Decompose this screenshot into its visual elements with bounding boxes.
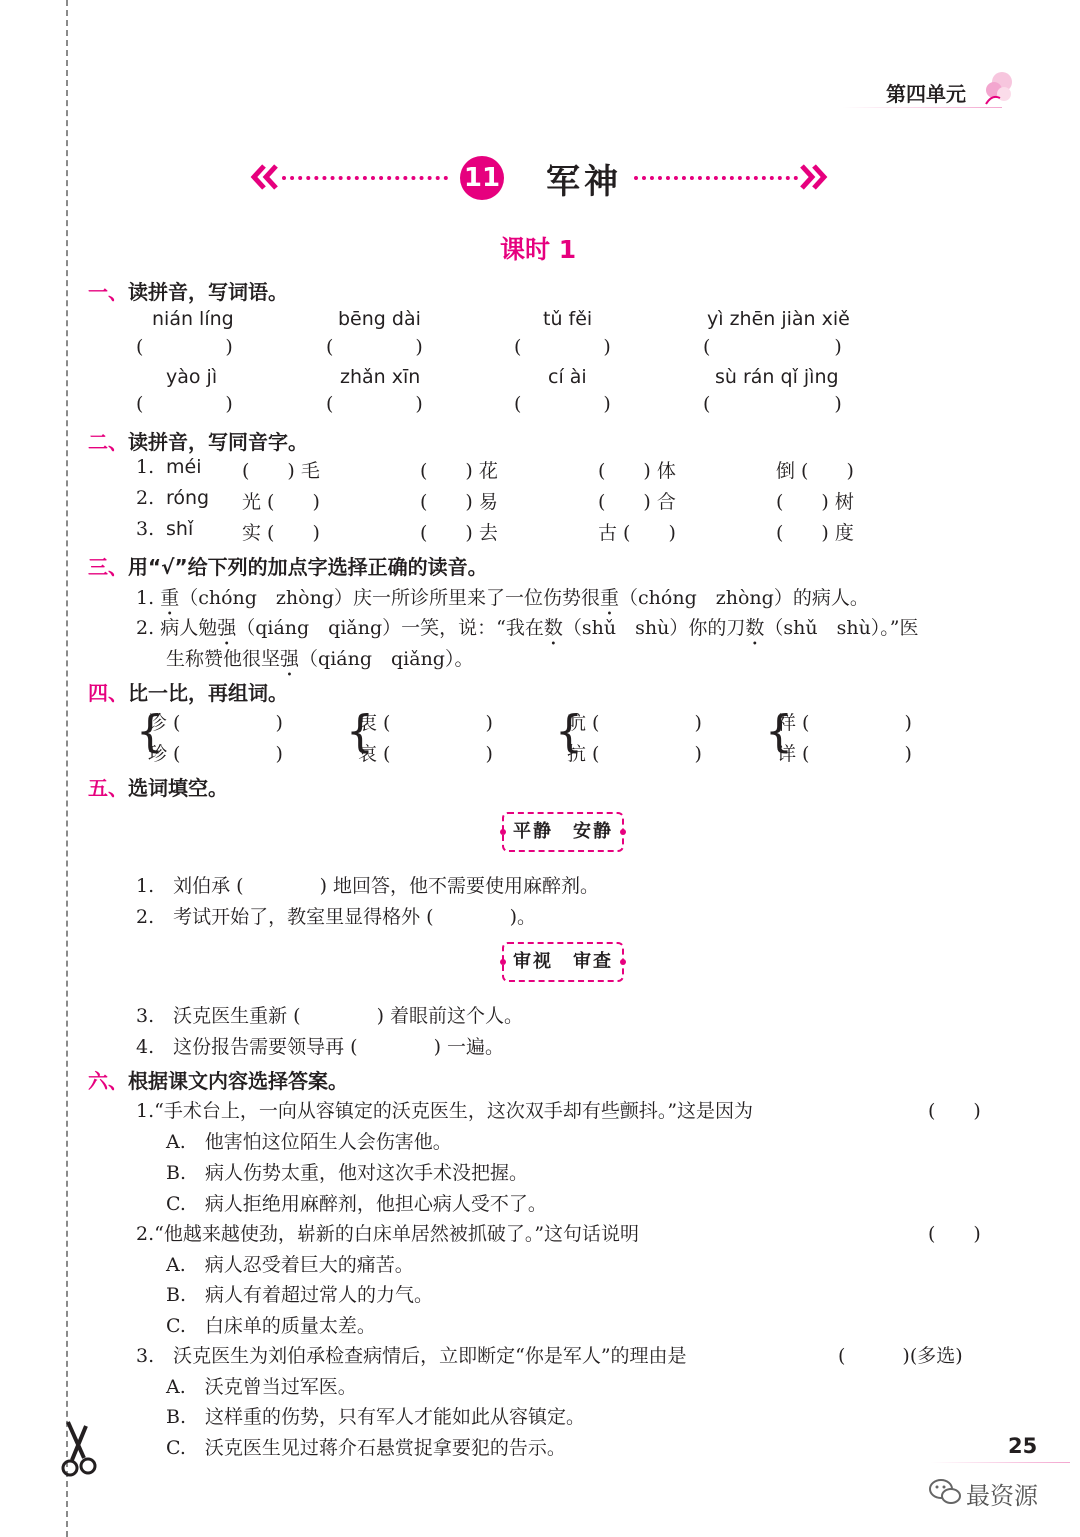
answer-blank[interactable]: ( ) xyxy=(136,336,233,358)
compare-word[interactable]: 详 ( ) xyxy=(777,743,912,765)
section-4-heading: 四、比一比，再组词。 xyxy=(88,681,288,705)
page-number: 25 xyxy=(1008,1434,1038,1458)
mc-option[interactable]: B. 病人伤势太重，他对这次手术没把握。 xyxy=(166,1162,529,1184)
fill-item[interactable]: ( ) 毛 xyxy=(242,460,320,482)
fill-item[interactable]: ( ) 易 xyxy=(420,491,498,513)
fill-question[interactable]: 2. 考试开始了，教室里显得格外 ( )。 xyxy=(136,906,536,928)
lesson-period: 课时 1 xyxy=(500,235,577,264)
mc-option[interactable]: A. 他害怕这位陌生人会伤害他。 xyxy=(166,1131,452,1153)
brace: { xyxy=(346,706,374,757)
mc-question: 3. 沃克医生为刘伯承检查病情后，立即断定“你是军人”的理由是 xyxy=(136,1345,687,1367)
header-underline xyxy=(842,107,1002,108)
fill-question[interactable]: 3. 沃克医生重新 ( ) 着眼前这个人。 xyxy=(136,1005,524,1027)
lesson-number-badge: 11 xyxy=(460,156,504,200)
answer-blank[interactable]: ( ) xyxy=(514,336,611,358)
pinyin: bēng dài xyxy=(338,308,421,330)
cut-line xyxy=(66,0,68,1537)
question-2-cont: 生称赞他很坚强（qiáng qiǎng）。 xyxy=(166,648,474,670)
mc-option[interactable]: C. 沃克医生见过蒋介石悬赏捉拿要犯的告示。 xyxy=(166,1437,566,1459)
answer-blank[interactable]: ( ) xyxy=(703,393,842,415)
question-2: 2. 病人勉强（qiáng qiǎng）一笑，说：“我在数（shǔ shù）你的刀数（shǔ shù）。”医 xyxy=(136,617,919,639)
wechat-icon xyxy=(928,1478,962,1506)
fill-item[interactable]: ( ) 去 xyxy=(420,522,498,544)
compare-word[interactable]: 诊 ( ) xyxy=(148,712,283,734)
answer-blank[interactable]: ( ) xyxy=(136,393,233,415)
answer-paren[interactable]: ( ) xyxy=(928,1223,981,1245)
pinyin: nián líng xyxy=(152,308,234,330)
unit-label: 第四单元 xyxy=(886,82,966,106)
compare-word[interactable]: 祥 ( ) xyxy=(777,712,912,734)
section-2-heading: 二、读拼音，写同音字。 xyxy=(88,430,308,454)
answer-blank[interactable]: ( ) xyxy=(326,393,423,415)
pinyin: yì zhēn jiàn xiě xyxy=(707,308,850,330)
lesson-title-row xyxy=(250,152,830,202)
question-1: 1. 重（chóng zhòng）庆一所诊所里来了一位伤势很重（chóng zhòng）的病人。 xyxy=(136,587,869,609)
answer-blank[interactable]: ( ) xyxy=(514,393,611,415)
row-number: 1. xyxy=(136,456,155,478)
pinyin: yào jì xyxy=(166,366,218,388)
mc-option[interactable]: C. 病人拒绝用麻醉剂，他担心病人受不了。 xyxy=(166,1193,547,1215)
footer-line xyxy=(930,1462,1070,1463)
answer-blank[interactable]: ( ) xyxy=(326,336,423,358)
fill-item[interactable]: 光 ( ) xyxy=(242,491,320,513)
answer-paren[interactable]: ( ) xyxy=(928,1100,981,1122)
compare-word[interactable]: 抗 ( ) xyxy=(567,743,702,765)
answer-blank[interactable]: ( ) xyxy=(703,336,842,358)
fill-item[interactable]: ( ) 度 xyxy=(776,522,854,544)
mc-option[interactable]: A. 病人忍受着巨大的痛苦。 xyxy=(166,1254,414,1276)
fill-item[interactable]: ( ) 花 xyxy=(420,460,498,482)
mc-question: 2.“他越来越使劲，崭新的白床单居然被抓破了。”这句话说明 xyxy=(136,1223,640,1245)
watermark: 最资源 xyxy=(966,1482,1038,1510)
fill-item[interactable]: ( ) 体 xyxy=(598,460,676,482)
title-dots-left xyxy=(282,176,448,180)
compare-word[interactable]: 哀 ( ) xyxy=(358,743,493,765)
scissors-icon xyxy=(58,1420,104,1480)
mc-option[interactable]: A. 沃克曾当过军医。 xyxy=(166,1376,357,1398)
section-5-heading: 五、选词填空。 xyxy=(88,776,228,800)
mc-option[interactable]: C. 白床单的质量太差。 xyxy=(166,1315,376,1337)
fill-item[interactable]: 古 ( ) xyxy=(598,522,676,544)
pinyin: tǔ fěi xyxy=(543,308,593,330)
row-number: 3. xyxy=(136,518,155,540)
fill-item[interactable]: ( ) 树 xyxy=(776,491,854,513)
row-number: 2. xyxy=(136,487,155,509)
fill-item[interactable]: ( ) 合 xyxy=(598,491,676,513)
chevron-left-icon xyxy=(250,162,280,192)
pinyin: sù rán qǐ jìng xyxy=(715,366,839,388)
mc-option[interactable]: B. 病人有着超过常人的力气。 xyxy=(166,1284,434,1306)
word-choice-box: 审视 审查 xyxy=(502,942,624,982)
fill-item[interactable]: 实 ( ) xyxy=(242,522,320,544)
pinyin: róng xyxy=(166,487,210,509)
pinyin: cí ài xyxy=(548,366,587,388)
title-dots-right xyxy=(634,176,798,180)
fill-question[interactable]: 1. 刘伯承 ( ) 地回答，他不需要使用麻醉剂。 xyxy=(136,875,600,897)
section-1-heading: 一、读拼音，写词语。 xyxy=(88,280,288,304)
fill-question[interactable]: 4. 这份报告需要领导再 ( ) 一遍。 xyxy=(136,1036,505,1058)
section-3-heading: 三、用“√”给下列的加点字选择正确的读音。 xyxy=(88,555,488,579)
fill-item[interactable]: 倒 ( ) xyxy=(776,460,854,482)
answer-paren[interactable]: ( )(多选) xyxy=(838,1345,963,1367)
compare-word[interactable]: 衷 ( ) xyxy=(358,712,493,734)
mc-option[interactable]: B. 这样重的伤势，只有军人才能如此从容镇定。 xyxy=(166,1406,586,1428)
brace: { xyxy=(555,706,583,757)
section-6-heading: 六、根据课文内容选择答案。 xyxy=(88,1069,348,1093)
brace: { xyxy=(136,706,164,757)
mc-question: 1.“手术台上，一向从容镇定的沃克医生，这次双手却有些颤抖。”这是因为 xyxy=(136,1100,754,1122)
chevron-right-icon xyxy=(798,162,828,192)
pinyin: méi xyxy=(166,456,202,478)
pinyin: zhǎn xīn xyxy=(340,366,421,388)
pinyin: shǐ xyxy=(166,518,194,540)
flower-icon xyxy=(980,68,1016,108)
compare-word[interactable]: 吭 ( ) xyxy=(567,712,702,734)
brace: { xyxy=(765,706,793,757)
word-choice-box: 平静 安静 xyxy=(502,812,624,852)
compare-word[interactable]: 珍 ( ) xyxy=(148,743,283,765)
lesson-title: 军神 xyxy=(546,162,622,202)
